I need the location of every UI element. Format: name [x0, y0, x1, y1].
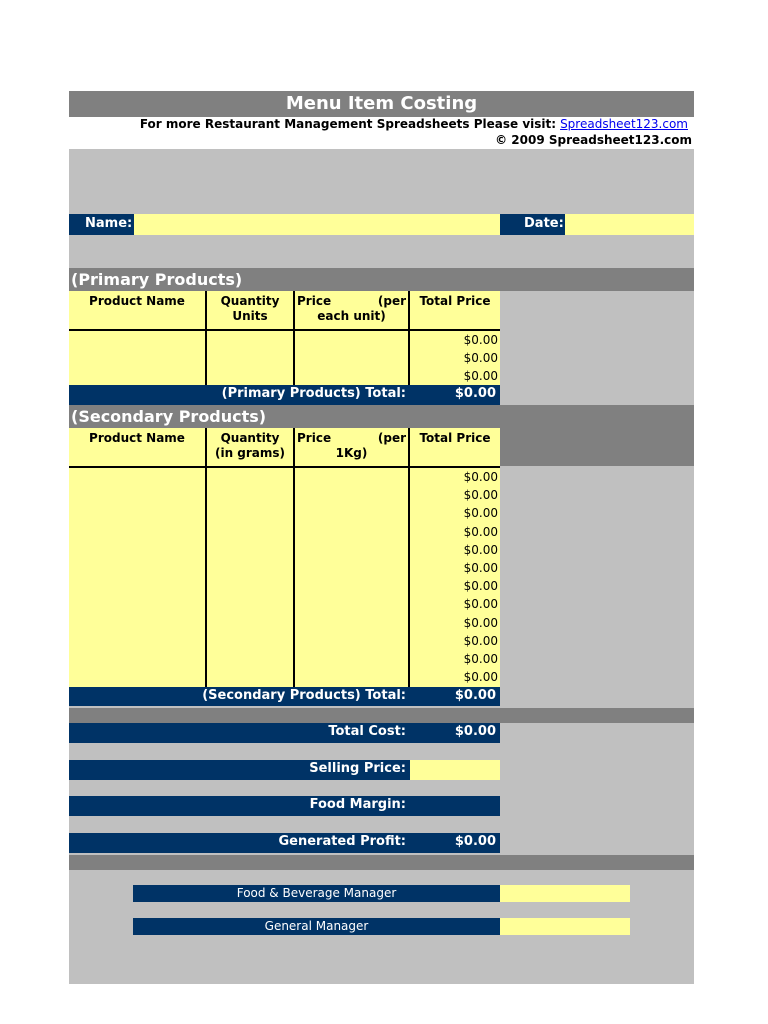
- fb-manager-signature-field[interactable]: [500, 885, 630, 902]
- primary-col-total-header: Total Price: [410, 291, 500, 331]
- secondary-table: [69, 428, 500, 687]
- secondary-section-title: (Secondary Products): [69, 405, 694, 428]
- primary-col-product-header: Product Name: [69, 291, 207, 331]
- secondary-total-cell: $0.00: [463, 597, 498, 612]
- general-manager-signature-field[interactable]: [500, 918, 630, 935]
- date-label: Date:: [500, 214, 565, 235]
- primary-section-title: (Primary Products): [69, 268, 694, 291]
- secondary-total-cell: $0.00: [463, 670, 498, 685]
- promo-link[interactable]: Spreadsheet123.com: [560, 117, 688, 131]
- gap-area: [69, 235, 694, 268]
- secondary-price-cells[interactable]: [295, 468, 410, 687]
- primary-total-cell: $0.00: [463, 333, 498, 347]
- promo-line: [69, 117, 694, 133]
- secondary-total-value: $0.00: [410, 687, 500, 706]
- sheet-title: Menu Item Costing: [69, 91, 694, 117]
- secondary-total-cell: $0.00: [463, 633, 498, 648]
- secondary-total-cell: $0.00: [463, 615, 498, 630]
- blank-area: [69, 149, 694, 214]
- secondary-total-cell: $0.00: [463, 506, 498, 521]
- primary-product-cells[interactable]: [69, 331, 207, 385]
- secondary-total-cell: $0.00: [463, 652, 498, 667]
- promo-text: For more Restaurant Management Spreadsheets Please visit:: [139, 117, 557, 131]
- secondary-total-cell: $0.00: [463, 579, 498, 594]
- secondary-col-total-header: Total Price: [410, 428, 500, 468]
- divider-bar: [69, 855, 694, 870]
- fb-manager-label: Food & Beverage Manager: [133, 885, 500, 902]
- primary-col-price-header: Price (per each unit): [295, 291, 410, 331]
- secondary-total-label: (Secondary Products) Total:: [69, 687, 410, 706]
- secondary-total-cell: $0.00: [463, 470, 498, 484]
- profit-label: Generated Profit:: [69, 833, 410, 853]
- secondary-col-qty-header: Quantity (in grams): [207, 428, 295, 468]
- primary-col-qty-header: Quantity Units: [207, 291, 295, 331]
- secondary-side-area: [500, 466, 694, 706]
- primary-total-cells: [410, 331, 500, 385]
- secondary-col-product-header: Product Name: [69, 428, 207, 468]
- primary-side-area: [500, 291, 694, 405]
- secondary-total-cells: [410, 468, 500, 687]
- date-field[interactable]: [565, 214, 694, 235]
- secondary-total-cell: $0.00: [463, 524, 498, 539]
- general-manager-label: General Manager: [133, 918, 500, 935]
- selling-price-field[interactable]: [410, 760, 500, 780]
- selling-price-label: Selling Price:: [69, 760, 410, 780]
- food-margin-value: [410, 796, 500, 816]
- food-margin-label: Food Margin:: [69, 796, 410, 816]
- total-cost-value: $0.00: [410, 723, 500, 743]
- secondary-total-cell: $0.00: [463, 542, 498, 557]
- primary-table: [69, 291, 500, 385]
- secondary-total-cell: $0.00: [463, 561, 498, 576]
- secondary-total-cell: $0.00: [463, 488, 498, 503]
- primary-price-cells[interactable]: [295, 331, 410, 385]
- secondary-col-price-header: Price (per 1Kg): [295, 428, 410, 468]
- secondary-product-cells[interactable]: [69, 468, 207, 687]
- primary-total-value: $0.00: [410, 385, 500, 405]
- copyright: © 2009 Spreadsheet123.com: [69, 133, 694, 149]
- primary-total-label: (Primary Products) Total:: [69, 385, 410, 405]
- profit-value: $0.00: [410, 833, 500, 853]
- secondary-qty-cells[interactable]: [207, 468, 295, 687]
- primary-total-cell: $0.00: [463, 369, 498, 384]
- name-label: Name:: [69, 214, 134, 235]
- name-field[interactable]: [134, 214, 500, 235]
- secondary-header-side: [500, 428, 694, 466]
- total-cost-label: Total Cost:: [69, 723, 410, 743]
- primary-qty-cells[interactable]: [207, 331, 295, 385]
- divider-bar: [69, 708, 694, 723]
- primary-total-cell: $0.00: [463, 351, 498, 366]
